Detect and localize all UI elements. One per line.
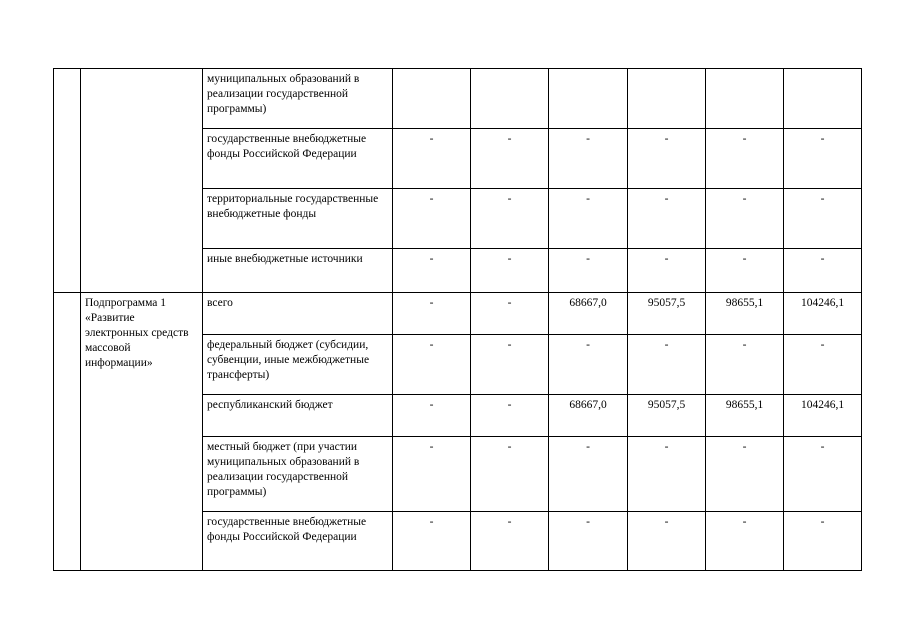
value-cell: -	[393, 437, 471, 512]
source-cell: государственные внебюджетные фонды Российской Федерации	[203, 512, 393, 571]
source-cell: государственные внебюджетные фонды Российской Федерации	[203, 129, 393, 189]
value-cell: -	[471, 335, 549, 395]
value-cell: -	[706, 249, 784, 293]
value-cell: -	[784, 437, 862, 512]
value-cell: -	[784, 512, 862, 571]
source-cell: муниципальных образований в реализации государственной программы)	[203, 69, 393, 129]
budget-table	[53, 68, 862, 571]
value-cell: -	[471, 249, 549, 293]
number-cell	[54, 293, 81, 571]
value-cell	[706, 69, 784, 129]
value-cell	[784, 69, 862, 129]
source-cell: федеральный бюджет (субсидии, субвенции, иные межбюджетные трансферты)	[203, 335, 393, 395]
value-cell: -	[628, 129, 706, 189]
value-cell: -	[393, 512, 471, 571]
program-cell: Подпрограмма 1 «Развитие электронных средств массовой информации»	[81, 293, 203, 571]
source-cell: иные внебюджетные источники	[203, 249, 393, 293]
value-cell: -	[628, 189, 706, 249]
value-cell: -	[549, 129, 628, 189]
value-cell: -	[549, 512, 628, 571]
number-cell	[54, 69, 81, 293]
value-cell: -	[706, 512, 784, 571]
value-cell: 68667,0	[549, 293, 628, 335]
value-cell: -	[784, 335, 862, 395]
table-row	[54, 69, 862, 129]
value-cell: 98655,1	[706, 395, 784, 437]
value-cell: -	[471, 293, 549, 335]
value-cell: -	[628, 512, 706, 571]
value-cell: -	[549, 189, 628, 249]
value-cell: -	[471, 129, 549, 189]
value-cell: -	[393, 189, 471, 249]
value-cell: 95057,5	[628, 395, 706, 437]
value-cell: -	[393, 293, 471, 335]
value-cell: -	[393, 335, 471, 395]
value-cell: -	[628, 249, 706, 293]
value-cell	[628, 69, 706, 129]
value-cell: -	[784, 129, 862, 189]
value-cell: -	[471, 437, 549, 512]
source-cell: местный бюджет (при участии муниципальных образований в реализации государственной программы)	[203, 437, 393, 512]
value-cell: -	[706, 335, 784, 395]
value-cell: -	[549, 437, 628, 512]
table-row	[54, 293, 862, 335]
value-cell: -	[784, 249, 862, 293]
value-cell: -	[471, 512, 549, 571]
value-cell: -	[628, 335, 706, 395]
value-cell: -	[549, 335, 628, 395]
value-cell: -	[706, 129, 784, 189]
value-cell	[393, 69, 471, 129]
value-cell: -	[393, 249, 471, 293]
program-cell	[81, 69, 203, 293]
value-cell	[471, 69, 549, 129]
value-cell: -	[393, 129, 471, 189]
source-cell: республиканский бюджет	[203, 395, 393, 437]
value-cell: -	[471, 189, 549, 249]
value-cell: 68667,0	[549, 395, 628, 437]
value-cell: -	[393, 395, 471, 437]
value-cell: -	[706, 437, 784, 512]
value-cell: -	[471, 395, 549, 437]
value-cell: -	[549, 249, 628, 293]
value-cell: -	[628, 437, 706, 512]
value-cell: -	[706, 189, 784, 249]
value-cell: -	[784, 189, 862, 249]
value-cell: 104246,1	[784, 293, 862, 335]
value-cell	[549, 69, 628, 129]
value-cell: 104246,1	[784, 395, 862, 437]
source-cell: всего	[203, 293, 393, 335]
value-cell: 95057,5	[628, 293, 706, 335]
source-cell: территориальные государственные внебюджетные фонды	[203, 189, 393, 249]
value-cell: 98655,1	[706, 293, 784, 335]
